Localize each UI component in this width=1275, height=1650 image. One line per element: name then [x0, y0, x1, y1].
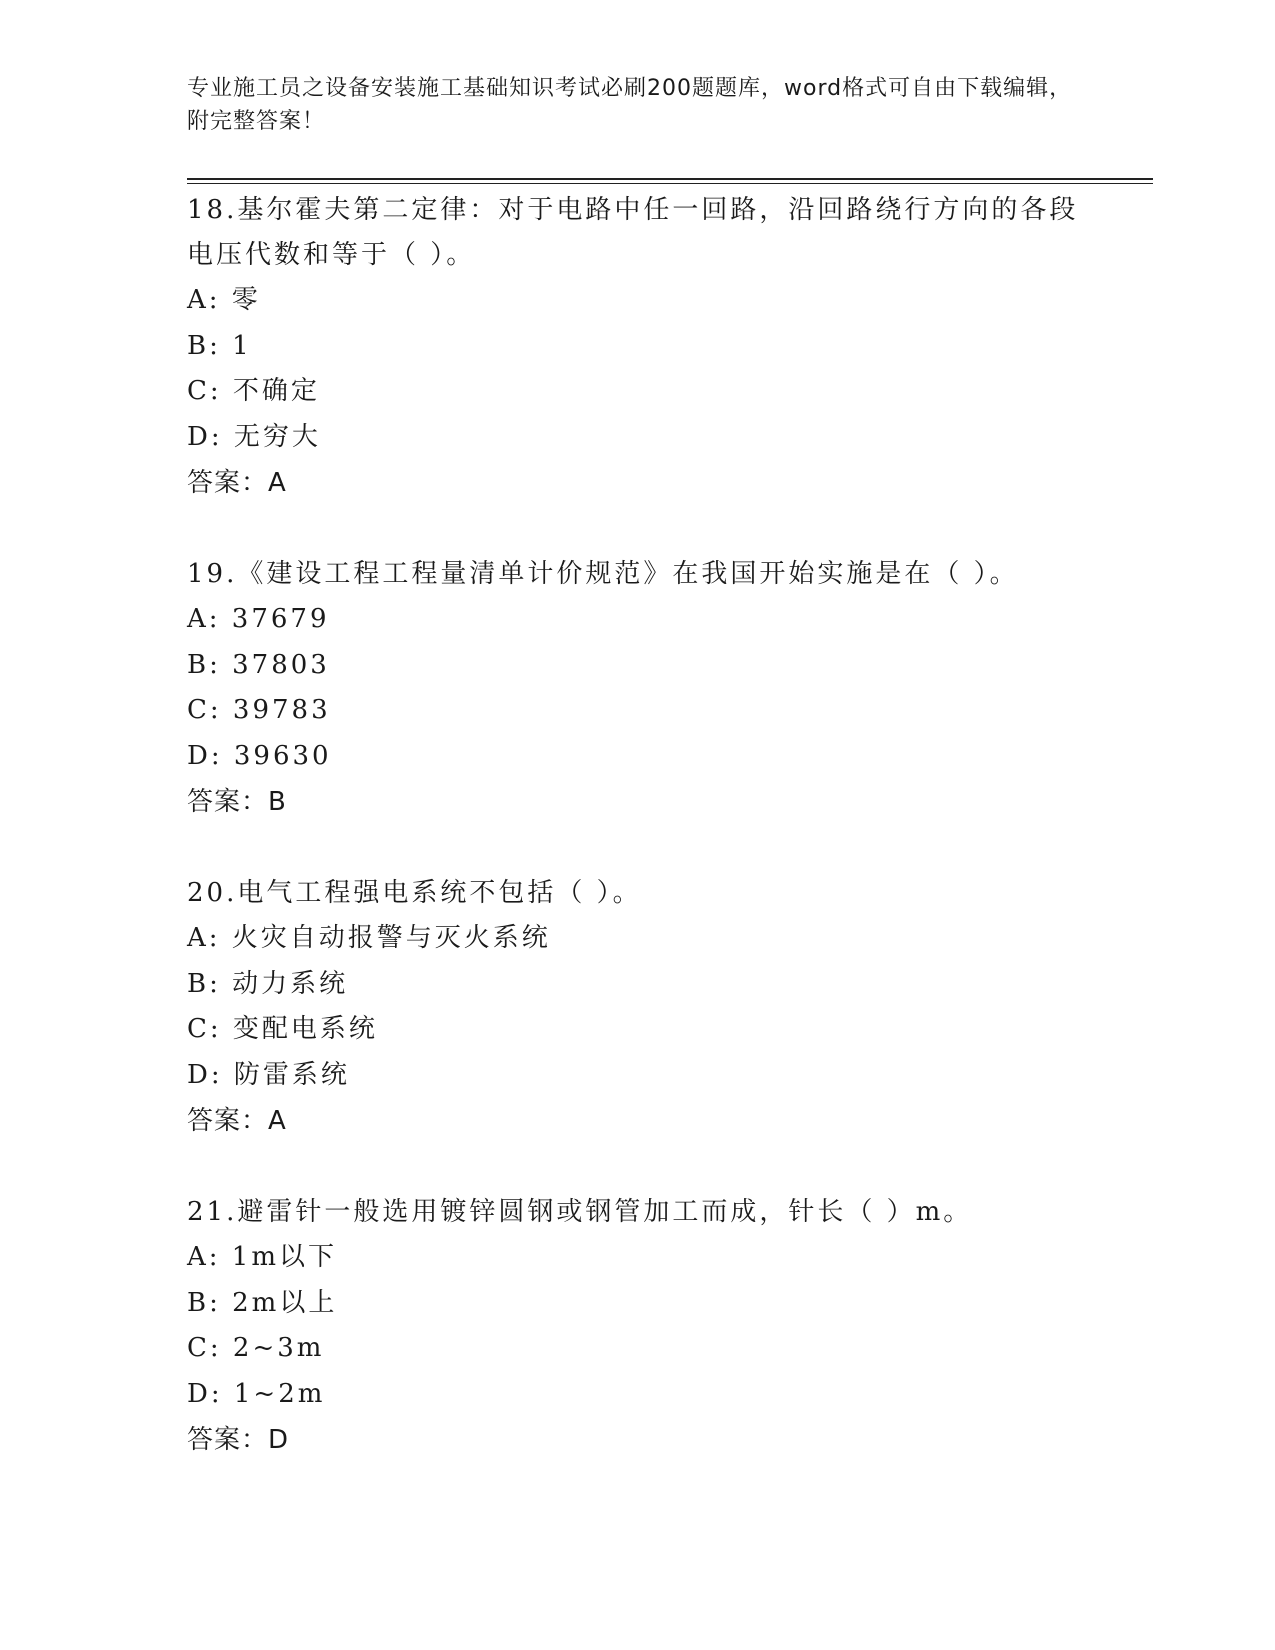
- option-c: C: 不确定: [187, 376, 320, 406]
- option-a: A: 零: [187, 285, 261, 315]
- question-stem: 18.基尔霍夫第二定律：对于电路中任一回路，沿回路绕行方向的各段电压代数和等于（ ）。: [187, 195, 1079, 270]
- option-d: D: 39630: [187, 740, 332, 771]
- answer-line: 答案：D: [187, 1425, 290, 1455]
- option-d: D: 无穷大: [187, 421, 321, 452]
- option-a: A: 火灾自动报警与灭火系统: [187, 923, 551, 953]
- option-b: B: 37803: [187, 649, 330, 680]
- question-21: [187, 1190, 1087, 1463]
- question-stem: 20.电气工程强电系统不包括（ ）。: [187, 878, 642, 908]
- option-a: A: 1m以下: [187, 1242, 337, 1272]
- option-b: B: 2m以上: [187, 1287, 338, 1318]
- option-b: B: 1: [187, 330, 252, 361]
- document-header: [187, 72, 1087, 138]
- answer-line: 答案：A: [187, 468, 287, 498]
- question-stem: 21.避雷针一般选用镀锌圆钢或钢管加工而成，针长（ ）m。: [187, 1197, 973, 1227]
- answer-line: 答案：A: [187, 1106, 287, 1136]
- question-18: [187, 188, 1087, 506]
- document-title: 专业施工员之设备安装施工基础知识考试必刷200题题库，word格式可自由下载编辑，附完整答案！: [187, 76, 1073, 134]
- option-d: D: 1~2m: [187, 1378, 326, 1409]
- answer-line: 答案：B: [187, 787, 287, 817]
- option-b: B: 动力系统: [187, 968, 349, 999]
- option-a: A: 37679: [187, 604, 330, 634]
- option-d: D: 防雷系统: [187, 1059, 350, 1090]
- header-divider-thin: [187, 183, 1153, 184]
- option-c: C: 39783: [187, 695, 331, 725]
- header-divider-thick: [187, 178, 1153, 180]
- question-19: [187, 552, 1087, 825]
- question-20: [187, 871, 1087, 1144]
- option-c: C: 变配电系统: [187, 1014, 378, 1044]
- option-c: C: 2~3m: [187, 1333, 325, 1363]
- question-stem: 19.《建设工程工程量清单计价规范》在我国开始实施是在（ ）。: [187, 559, 1019, 589]
